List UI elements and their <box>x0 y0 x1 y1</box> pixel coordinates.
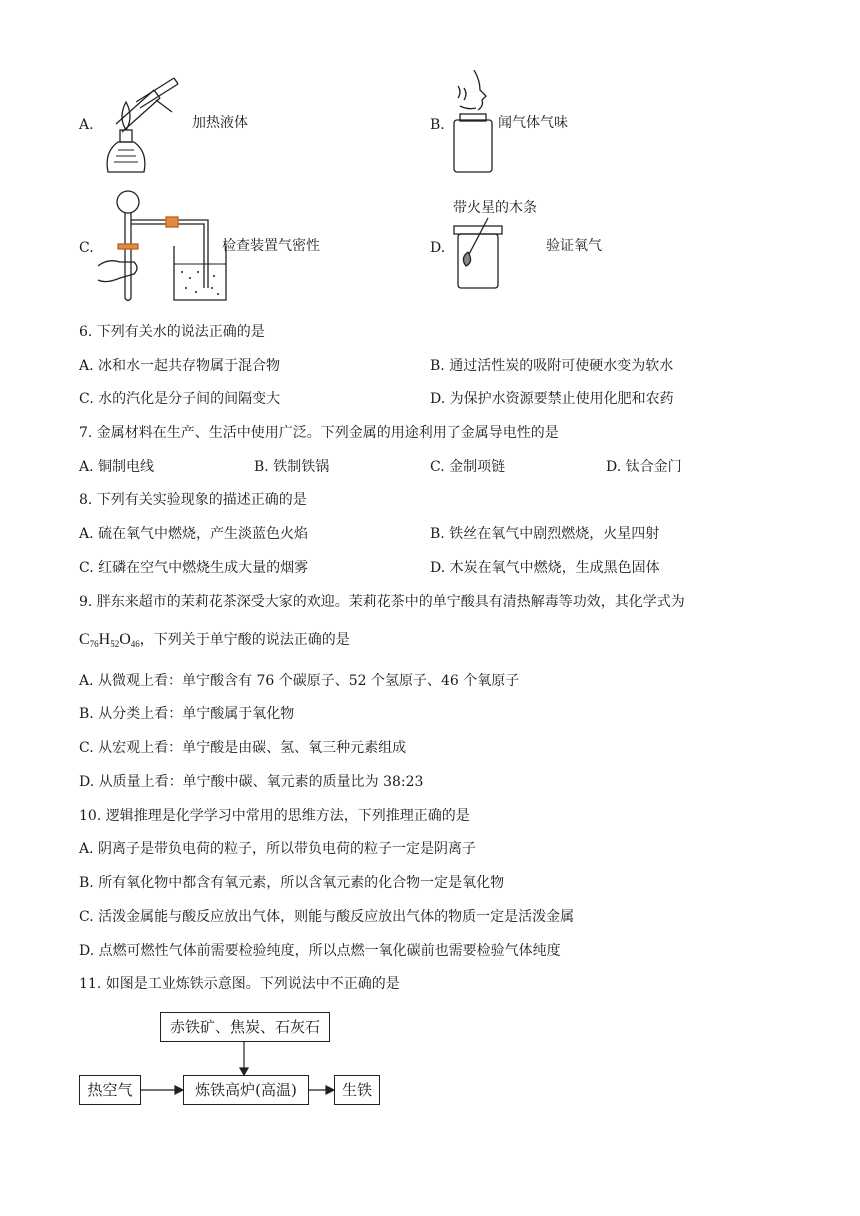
q9-stem: 9. 胖东来超市的茉莉花茶深受大家的欢迎。茉莉花茶中的单宁酸具有清热解毒等功效，其化学式为 <box>79 594 685 610</box>
flow-blast-furnace: 炼铁高炉(高温) <box>183 1075 309 1105</box>
q6-option-c: C. 水的汽化是分子间的间隔变大 <box>79 391 281 407</box>
q7-stem: 7. 金属材料在生产、生活中使用广泛。下列金属的用途利用了金属导电性的是 <box>79 425 559 441</box>
q8-option-b: B. 铁丝在氧气中剧烈燃烧，火星四射 <box>430 526 660 542</box>
option-a-letter: A. <box>79 117 94 133</box>
q10-option-c: C. 活泼金属能与酸反应放出气体，则能与酸反应放出气体的物质一定是活泼金属 <box>79 909 575 925</box>
q10-stem: 10. 逻辑推理是化学学习中常用的思维方法，下列推理正确的是 <box>79 808 470 824</box>
q7-option-d: D. 钛合金门 <box>606 459 682 475</box>
q9-option-c: C. 从宏观上看：单宁酸是由碳、氢、氧三种元素组成 <box>79 740 407 756</box>
q7-option-b: B. 铁制铁锅 <box>254 459 330 475</box>
q6-option-a: A. 冰和水一起共存物属于混合物 <box>79 358 281 374</box>
q8-stem: 8. 下列有关实验现象的描述正确的是 <box>79 492 307 508</box>
oxygen-test-figure <box>452 216 508 292</box>
q9-option-b: B. 从分类上看：单宁酸属于氧化物 <box>79 706 295 722</box>
q9-stem-continued: ，下列关于单宁酸的说法正确的是 <box>139 632 350 648</box>
option-d-label: 验证氧气 <box>546 238 602 254</box>
q8-option-d: D. 木炭在氧气中燃烧，生成黑色固体 <box>430 560 660 576</box>
flow-arrows <box>130 1040 340 1110</box>
option-a-label: 加热液体 <box>192 115 248 131</box>
burning-stick-label: 带火星的木条 <box>453 200 537 216</box>
q8-option-c: C. 红磷在空气中燃烧生成大量的烟雾 <box>79 560 309 576</box>
flow-pig-iron: 生铁 <box>334 1075 380 1105</box>
smell-gas-figure <box>446 70 502 174</box>
q6-option-b: B. 通过活性炭的吸附可使硬水变为软水 <box>430 358 674 374</box>
q10-option-d: D. 点燃可燃性气体前需要检验纯度，所以点燃一氧化碳前也需要检验气体纯度 <box>79 943 561 959</box>
airtightness-check-figure <box>98 188 228 304</box>
q6-stem: 6. 下列有关水的说法正确的是 <box>79 324 265 340</box>
option-c-label: 检查装置气密性 <box>222 238 320 254</box>
heating-liquid-figure <box>96 72 196 180</box>
flow-raw-materials: 赤铁矿、焦炭、石灰石 <box>160 1012 330 1042</box>
q11-stem: 11. 如图是工业炼铁示意图。下列说法中不正确的是 <box>79 976 400 992</box>
q7-option-a: A. 铜制电线 <box>79 459 155 475</box>
q6-option-d: D. 为保护水资源要禁止使用化肥和农药 <box>430 391 674 407</box>
q9-option-d: D. 从质量上看：单宁酸中碳、氧元素的质量比为 38:23 <box>79 774 424 790</box>
option-b-label: 闻气体气味 <box>498 115 568 131</box>
q9-formula-line <box>79 630 350 654</box>
option-c-letter: C. <box>79 240 94 256</box>
q10-option-a: A. 阴离子是带负电荷的粒子，所以带负电荷的粒子一定是阴离子 <box>79 841 477 857</box>
q9-option-a: A. 从微观上看：单宁酸含有 76 个碳原子、52 个氢原子、46 个氧原子 <box>79 673 520 689</box>
tannic-acid-formula: $C_{76}H_{52}O_{46}$ <box>79 631 140 649</box>
flow-hot-air: 热空气 <box>79 1075 141 1105</box>
q8-option-a: A. 硫在氧气中燃烧，产生淡蓝色火焰 <box>79 526 309 542</box>
q10-option-b: B. 所有氧化物中都含有氧元素，所以含氧元素的化合物一定是氧化物 <box>79 875 505 891</box>
q7-option-c: C. 金制项链 <box>430 459 506 475</box>
option-b-letter: B. <box>430 117 445 133</box>
option-d-letter: D. <box>430 240 446 256</box>
